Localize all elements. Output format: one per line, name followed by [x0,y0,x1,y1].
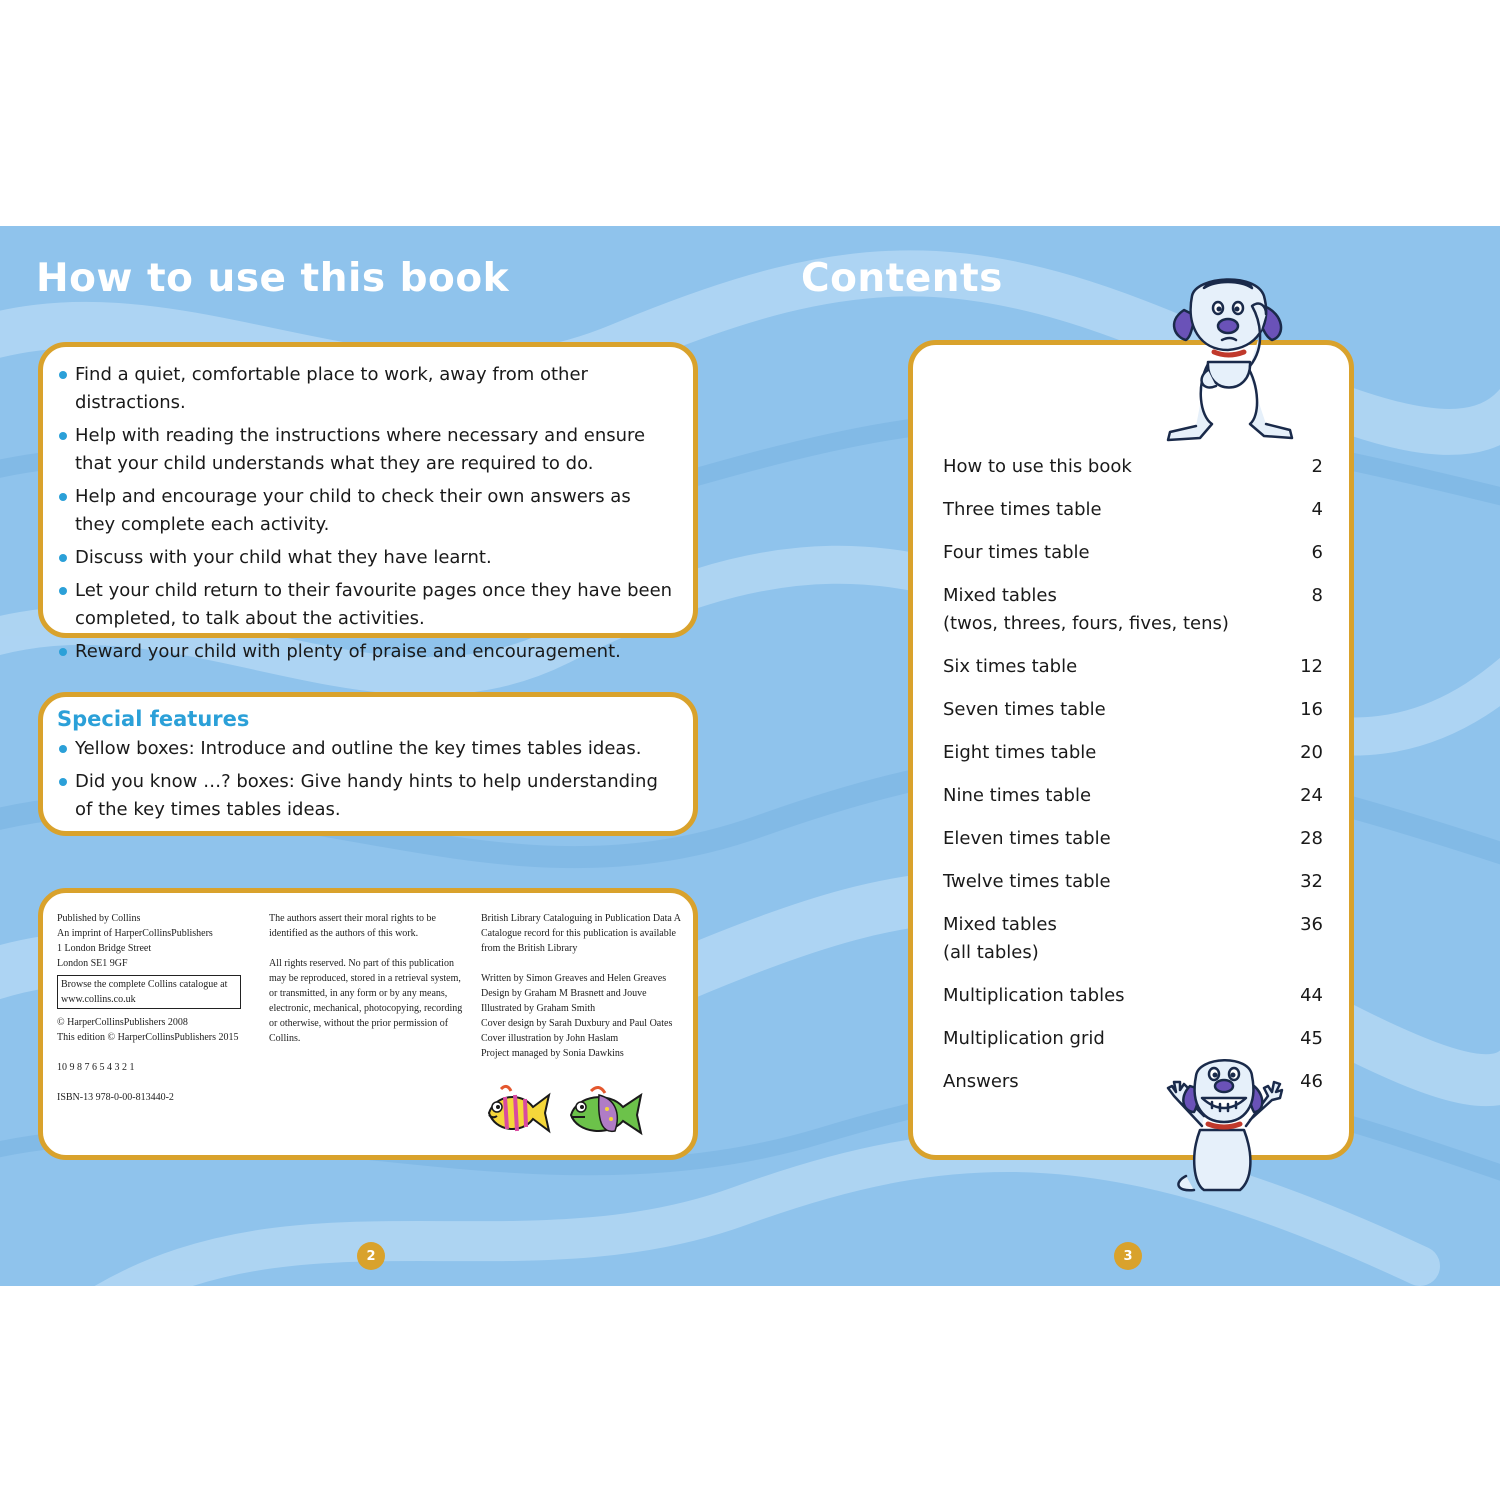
toc-row[interactable] [943,582,1323,638]
toc-row[interactable] [943,911,1323,967]
list-item [57,544,675,572]
toc-title: Eight times table [943,742,1097,763]
toc-title: Twelve times table [943,871,1111,892]
imprint-text: London SE1 9GF [57,958,128,969]
credit-text: Project managed by Sonia Dawkins [481,1048,624,1059]
table-of-contents [943,453,1323,1096]
imprint-column-publisher [57,911,253,1105]
imprint-text: Published by Collins [57,913,141,924]
toc-title: Multiplication grid [943,1028,1105,1049]
page-number-left: 2 [357,1242,385,1270]
page-number-right: 3 [1114,1242,1142,1270]
toc-page: 6 [1311,542,1323,563]
toc-title: How to use this book [943,456,1132,477]
book-spread [0,226,1500,1286]
toc-row[interactable] [943,696,1323,724]
tip-text: Reward your child with plenty of praise and encouragement. [75,641,621,662]
tip-text: Find a quiet, comfortable place to work, away from other distractions. [75,364,588,413]
toc-title: Mixed tables [943,585,1057,606]
bullet-icon [59,745,67,753]
catalogue-notice: Browse the complete Collins catalogue at www.collins.co.uk [57,975,241,1009]
toc-page: 46 [1300,1071,1323,1092]
special-features-title: Special features [57,707,250,731]
toc-row[interactable] [943,782,1323,810]
bullet-icon [59,778,67,786]
toc-subtitle: (twos, threes, fours, fives, tens) [943,613,1229,634]
toc-row[interactable] [943,868,1323,896]
bullet-icon [59,554,67,562]
toc-title: Seven times table [943,699,1106,720]
dog-mascot-thinking-icon [1156,266,1306,448]
copyright-text: This edition © HarperCollinsPublishers 2015 [57,1032,239,1043]
credit-text: Design by Graham M Brasnett and Jouve [481,988,647,999]
imprint-text: An imprint of HarperCollinsPublishers [57,928,213,939]
toc-row[interactable] [943,825,1323,853]
dog-mascot-cheering-icon [1164,1056,1284,1196]
list-item [57,361,675,417]
toc-page: 44 [1300,985,1323,1006]
toc-title: Mixed tables [943,914,1057,935]
special-features-box [38,692,698,836]
toc-page: 4 [1311,499,1323,520]
page-title-how-to-use: How to use this book [36,256,510,301]
list-item [57,422,675,478]
toc-title: Six times table [943,656,1078,677]
toc-page: 28 [1300,828,1323,849]
yellow-fish-icon [481,1083,553,1143]
toc-row[interactable] [943,982,1323,1010]
toc-row[interactable] [943,1025,1323,1053]
bullet-icon [59,493,67,501]
toc-title: Answers [943,1071,1019,1092]
toc-row[interactable] [943,653,1323,681]
toc-page: 2 [1311,456,1323,477]
copyright-text: © HarperCollinsPublishers 2008 [57,1017,188,1028]
green-fish-icon [565,1083,645,1143]
toc-page: 12 [1300,656,1323,677]
toc-title: Eleven times table [943,828,1111,849]
tip-text: Help with reading the instructions where necessary and ensure that your child understands what they are required to do. [75,425,646,474]
toc-page: 32 [1300,871,1323,892]
toc-row[interactable] [943,739,1323,767]
toc-row[interactable] [943,539,1323,567]
tips-list [57,361,675,666]
cip-text: British Library Cataloguing in Publication Data A Catalogue record for this publication is available from the British Library [481,913,681,954]
toc-title: Nine times table [943,785,1092,806]
moral-rights-text: The authors assert their moral rights to be identified as the authors of this work. [269,913,436,939]
toc-page: 36 [1300,914,1323,935]
bullet-icon [59,371,67,379]
list-item [57,483,675,539]
list-item [57,638,675,666]
feature-text: Yellow boxes: Introduce and outline the key times tables ideas. [75,738,642,759]
imprint-column-rights [269,911,467,1046]
isbn-text: ISBN-13 978-0-00-813440-2 [57,1092,174,1103]
toc-title: Three times table [943,499,1102,520]
toc-subtitle: (all tables) [943,942,1039,963]
bullet-icon [59,587,67,595]
toc-page: 8 [1311,585,1323,606]
rights-text: All rights reserved. No part of this publication may be reproduced, stored in a retrieval system, or transmitted, in any form or by any means, electronic, mechanical, photocopying, recording or otherwise, without the prior permission of Collins. [269,958,463,1044]
credit-text: Written by Simon Greaves and Helen Greaves [481,973,667,984]
list-item [57,577,675,633]
imprint-column-credits [481,911,685,1061]
feature-text: Did you know …? boxes: Give handy hints to help understanding of the key times tables ideas. [75,771,658,820]
credit-text: Cover illustration by John Haslam [481,1033,619,1044]
imprint-box [38,888,698,1160]
toc-row[interactable] [943,453,1323,481]
toc-page: 24 [1300,785,1323,806]
tips-box [38,342,698,662]
toc-page: 20 [1300,742,1323,763]
toc-title: Four times table [943,542,1090,563]
credit-text: Illustrated by Graham Smith [481,1003,596,1014]
credit-text: Cover design by Sarah Duxbury and Paul Oates [481,1018,673,1029]
imprint-text: 1 London Bridge Street [57,943,152,954]
contents-box [908,340,1354,1160]
special-features-list [57,735,675,824]
tip-text: Let your child return to their favourite pages once they have been completed, to talk about the activities. [75,580,673,629]
bullet-icon [59,432,67,440]
tip-text: Help and encourage your child to check their own answers as they complete each activity. [75,486,631,535]
page-title-contents: Contents [801,256,1003,301]
toc-page: 16 [1300,699,1323,720]
list-item [57,735,675,763]
toc-title: Multiplication tables [943,985,1125,1006]
toc-row[interactable] [943,496,1323,524]
printing-line: 10 9 8 7 6 5 4 3 2 1 [57,1062,135,1073]
list-item [57,768,675,824]
tip-text: Discuss with your child what they have learnt. [75,547,492,568]
toc-page: 45 [1300,1028,1323,1049]
bullet-icon [59,648,67,656]
